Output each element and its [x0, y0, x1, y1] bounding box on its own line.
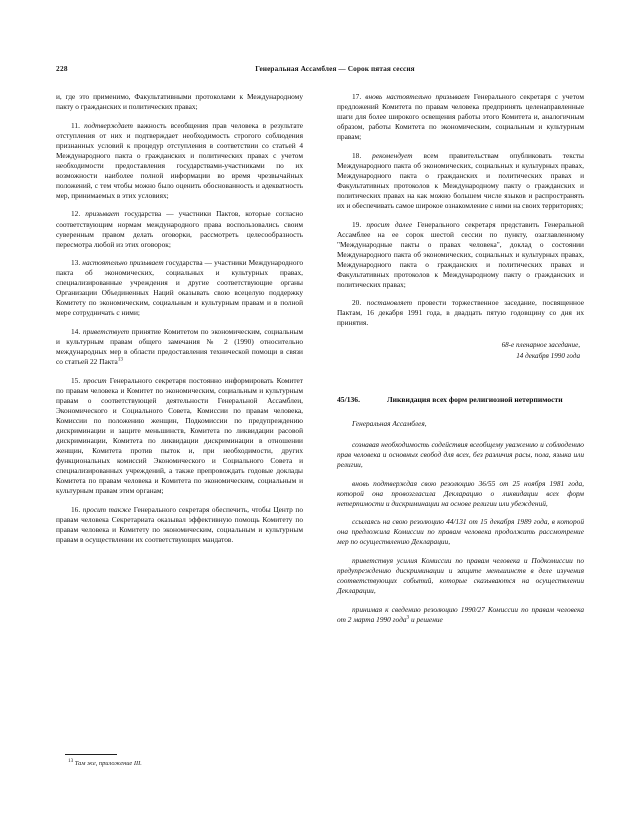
paragraph-19-text: Генерального секретаря представить Генеральной Ассамблее на ее сорок шестой сессии по пункту, озаглавленному "Международные пакты о правах человека", доклад о состоянии Международного пакта об экономических, социальных и культурных правах, Международного пакта о гражданских и политических правах и Факультативных протоколов к Международному пакту о гражданских и политических правах;	[337, 219, 584, 289]
paragraph-15	[56, 376, 303, 497]
paragraph-12-text: государства — участники Пактов, которые согласно соответствующим нормам международного права воспользовались своим суверенным правом делать оговорки, рассмотреть целесообразность пересмотра любой из этих оговорок;	[56, 209, 303, 249]
meeting-line-1: 68-е пленарное заседание,	[501, 341, 580, 350]
paragraph-20-text: провести торжественное заседание, посвященное Пактам, 16 декабря 1991 года, в двадцать пятую годовщину со дня их принятия.	[337, 298, 584, 328]
paragraph-19-lead: просит далее	[366, 219, 413, 229]
paragraph-18-lead: рекомендует	[372, 150, 413, 160]
paragraph-19-number: 19.	[352, 219, 362, 229]
footnote-marker: 13	[68, 757, 74, 764]
paragraph-14-footnote-marker: 13	[117, 356, 123, 363]
footnote-rule	[65, 754, 117, 755]
preamble-5-tail: и решение	[409, 614, 443, 624]
meeting-line-2: 14 декабря 1990 года	[516, 351, 580, 360]
paragraph-14-lead: приветствует	[82, 326, 130, 336]
preamble-5-footnote-marker: 3	[406, 614, 410, 621]
preamble-5-text: принимая к сведению резолюцию 1990/27 Комиссии по правам человека от 2 марта 1990 года	[337, 604, 584, 624]
paragraph-13-text: государства — участники Международного пакта об экономических, социальных и культурных правах, специализированные учреждения и другие соответствующие органы Организации Объединенных Наций оказывать свою всецелую поддержку Комитету по экономическим, социальным и культурным правам и в полной мере сотрудничать с ними;	[56, 258, 303, 318]
paragraph-18-number: 18.	[352, 150, 362, 160]
preamble-5	[337, 605, 584, 625]
footnote-13	[56, 759, 303, 768]
paragraph-17	[337, 92, 584, 142]
resolution-title: Ликвидация всех форм религиозной нетерпимости	[387, 395, 563, 405]
paragraph-12	[56, 209, 303, 249]
paragraph-16-number: 16.	[71, 504, 81, 514]
paragraph-13	[56, 258, 303, 318]
paragraph-11	[56, 121, 303, 201]
running-title: Генеральная Ассамблея — Сорок пятая сессия	[255, 64, 415, 73]
paragraph-14-number: 14.	[71, 326, 81, 336]
paragraph-16-lead: просит также	[82, 504, 132, 514]
footnote-text: Там же, приложение III.	[74, 760, 142, 767]
paragraph-13-number: 13.	[71, 258, 81, 268]
preamble-3	[337, 517, 584, 547]
paragraph-17-number: 17.	[352, 92, 362, 101]
paragraph-18-text: всем правительствам опубликовать тексты Международного пакта об экономических, социальных и культурных правах, Международного пакта о гражданских и политических правах и Факультативных протоколов к Международному пакту о гражданских и политических правах на как можно большем числе языков и распространять их и обеспечивать самое широкое ознакомление с ними на своих территориях;	[337, 150, 584, 210]
preamble-1	[337, 440, 584, 470]
preamble-4-text: приветствуя усилия Комиссии по правам человека и Подкомиссии по предупреждению дискриминации и защите меньшинств в деле изучения соответствующих событий, которые сказываются на осуществлении Декларации,	[337, 555, 584, 595]
paragraph-16	[56, 505, 303, 545]
preamble-3-text: ссылаясь на свою резолюцию 44/131 от 15 декабря 1989 года, в которой она предложила Комиссии по правам человека продолжить рассмотрение мер по осуществлению Декларации,	[337, 517, 584, 547]
paragraph-18	[337, 151, 584, 211]
footnote-zone	[56, 754, 303, 768]
paragraph-19	[337, 220, 584, 290]
paragraph-12-lead: призывает	[85, 209, 120, 219]
running-head	[56, 62, 584, 76]
resolution-heading	[337, 395, 584, 406]
paragraph-20-number: 20.	[352, 298, 362, 308]
preamble-2-text: вновь подтверждая свою резолюцию 36/55 от 25 ноября 1981 года, которой она провозгласила Декларацию о ликвидации всех форм нетерпимости и дискриминации на основе религии или убеждений,	[337, 478, 584, 508]
paragraph-17-text: Генерального секретаря с учетом предложений Комитета по правам человека предпринять целенаправленные шаги для более широкого освещения работы этого Комитета и, аналогичным образом, работы Комитета по экономическим, социальным и культурным правам;	[337, 92, 584, 142]
paragraph-17-lead: вновь настоятельно призывает	[365, 92, 470, 101]
paragraph-15-text: Генерального секретаря постоянно информировать Комитет по правам человека и Комитет по экономическим, социальным и культурным правам о соответствующей деятельности Генеральной Ассамблеи, Экономического и Социального Совета, Комиссии по правам человека, Комиссии по положению женщин, Подкомиссии по предупреждению дискриминации и защите меньшинств, Комитета по ликвидации расовой дискриминации, Комитета по ликвидации дискриминации в отношении женщин, Комитета против пыток и, при необходимости, других функциональных комиссий Экономического и Социального Совета и специализированных учреждений, а также препровождать годовые доклады Комитета по правам человека и Комитета по экономическим, социальным и культурным правам этим органам;	[56, 375, 304, 496]
meeting-line	[337, 340, 584, 361]
paragraph-11-lead: подтверждает	[84, 120, 133, 130]
column-right	[337, 92, 584, 633]
paragraph-12-number: 12.	[71, 209, 81, 219]
paragraph-15-lead: просит	[83, 375, 107, 385]
paragraph-11-number: 11.	[71, 120, 80, 130]
paragraph-20-lead: постановляет	[366, 298, 413, 308]
preamble-2	[337, 479, 584, 509]
paragraph-15-number: 15.	[71, 375, 81, 385]
paragraph-14-text: принятие Комитетом по экономическим, социальным и культурным правам общего замечания № 2 (1990) относительно международных мер в области предоставления технической помощи в связи со статьей 22 Пакта	[56, 326, 303, 367]
paragraph-14	[56, 327, 303, 367]
preamble-4	[337, 556, 584, 596]
column-left	[56, 92, 303, 553]
paragraph-16-text: Генерального секретаря обеспечить, чтобы Центр по правам человека Секретариата оказывал эффективную помощь Комитету по правам человека и Комитету по экономическим, социальным и культурным правам в осуществлении их соответствующих мандатов.	[56, 504, 303, 544]
resolution-number: 45/136.	[337, 395, 360, 405]
preamble-1-text: сознавая необходимость содействия всеобщему уважению и соблюдению прав человека и основных свобод для всех, без различия расы, пола, языка или религии,	[337, 439, 584, 470]
resolution-organ: Генеральная Ассамблея,	[352, 418, 427, 428]
page-folio: 228	[56, 64, 68, 73]
paragraph-13-lead: настоятельно призывает	[82, 258, 164, 268]
paragraph-20	[337, 298, 584, 328]
paragraph-11-text: важность всеобщения прав человека в результате отступления от них и подтверждает необходимость строгого соблюдения признанных условий к процедур отступления в соответствии со статьей 4 Международного пакта о гражданских и политических правах с учетом необходимости предоставления государствами-участниками по их возможности наиболее полной информации во время чрезвычайных положений, с тем чтобы можно было оценить обоснованность и адекватность мер, принимаемых в этих условиях;	[56, 120, 303, 200]
continued-paragraph: и, где это применимо, Факультативными протоколами к Международному пакту о гражданских и политических правах;	[56, 92, 303, 112]
